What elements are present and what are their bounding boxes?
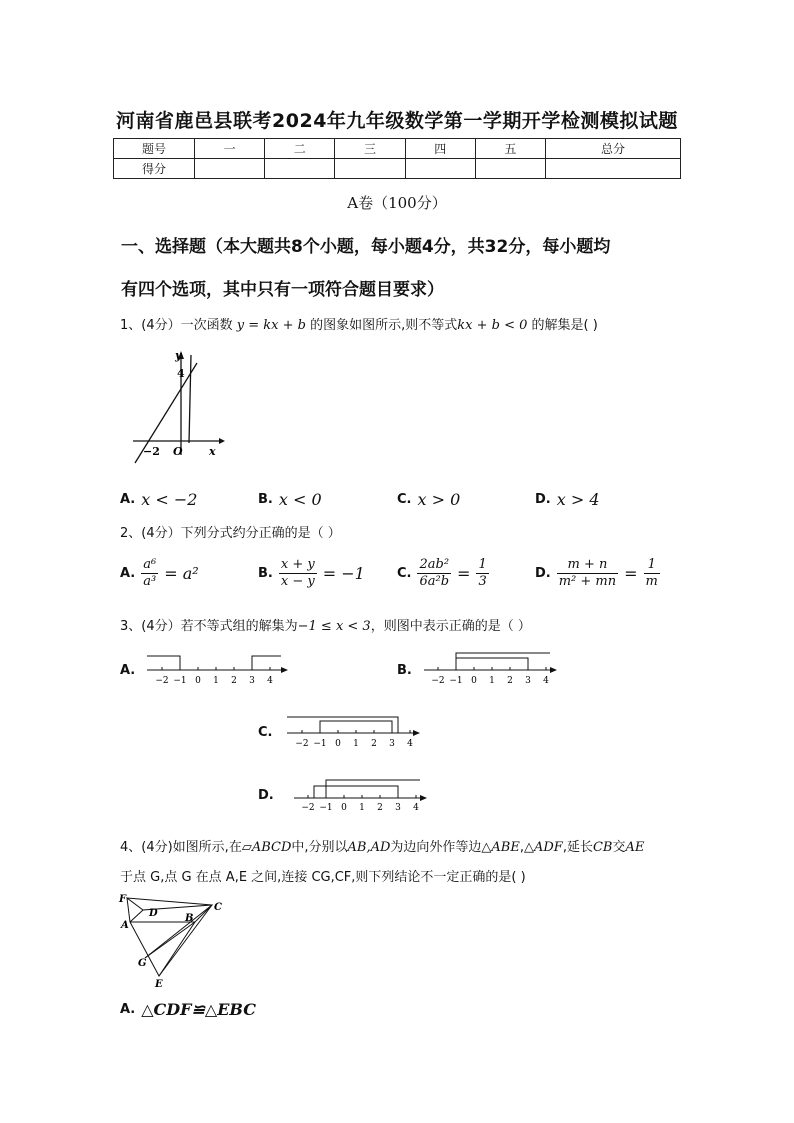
question-3 bbox=[120, 615, 531, 634]
q2-option-c[interactable] bbox=[397, 557, 489, 590]
option-value: x > 0 bbox=[417, 490, 461, 509]
q2-option-a[interactable] bbox=[120, 557, 199, 590]
tick-label: 4 bbox=[267, 676, 273, 686]
tick-label: 1 bbox=[489, 676, 495, 686]
fraction bbox=[417, 557, 451, 590]
tick-label: 3 bbox=[525, 676, 531, 686]
option-label: A. bbox=[120, 492, 136, 507]
q1-option-b[interactable] bbox=[258, 490, 322, 509]
table-cell bbox=[265, 159, 335, 179]
table-cell bbox=[405, 159, 475, 179]
question-2: 2、(4分）下列分式约分正确的是（ ） bbox=[120, 526, 341, 541]
tick-label: 1 bbox=[213, 676, 219, 686]
option-value: △CDF≌△EBC bbox=[141, 1000, 256, 1019]
table-cell: 二 bbox=[265, 139, 335, 159]
rhs: = a² bbox=[164, 564, 199, 583]
point-label: G bbox=[138, 958, 147, 969]
q1-text-pre: 1、(4分）一次函数 bbox=[120, 318, 233, 333]
option-label: C. bbox=[397, 566, 412, 581]
numerator: 2ab² bbox=[419, 557, 450, 572]
table-cell: 三 bbox=[335, 139, 405, 159]
question-4-line1 bbox=[120, 836, 644, 855]
q2-option-d[interactable] bbox=[535, 557, 660, 590]
table-cell: 五 bbox=[475, 139, 545, 159]
tick-label: −1 bbox=[313, 739, 327, 749]
table-cell: 题号 bbox=[114, 139, 195, 159]
tick-label: 4 bbox=[407, 739, 413, 749]
option-value: x < 0 bbox=[278, 490, 322, 509]
numerator: m + n bbox=[557, 557, 618, 574]
rhs: = bbox=[624, 564, 638, 583]
q2-option-b[interactable] bbox=[258, 557, 365, 590]
point-label: C bbox=[214, 902, 222, 913]
denominator: m² + mn bbox=[558, 574, 617, 589]
denominator: 6a²b bbox=[419, 574, 450, 589]
fraction bbox=[644, 557, 660, 590]
rhs: = −1 bbox=[322, 564, 365, 583]
q1-text-post: 的解集是( ) bbox=[531, 318, 598, 333]
tick-label: −1 bbox=[319, 803, 333, 812]
option-label: D. bbox=[535, 492, 551, 507]
table-cell bbox=[335, 159, 405, 179]
section-heading-line1: 一、选择题（本大题共8个小题，每小题4分，共32分，每小题均 bbox=[121, 237, 611, 257]
score-table bbox=[113, 138, 681, 179]
tick-label: 2 bbox=[371, 739, 377, 749]
table-cell: 一 bbox=[195, 139, 265, 159]
q4-math: CB bbox=[592, 840, 613, 855]
point-label: F bbox=[119, 894, 127, 905]
y-label: y bbox=[175, 349, 182, 362]
q3-option-a-label[interactable]: A. bbox=[120, 663, 136, 678]
y-tick-4: 4 bbox=[177, 367, 185, 380]
tick-label: 0 bbox=[335, 739, 341, 749]
q1-option-c[interactable] bbox=[397, 490, 460, 509]
q4-geometry-figure bbox=[115, 892, 230, 992]
q3-numberline-d[interactable] bbox=[292, 776, 432, 812]
question-4-line2: 于点 G,点 G 在点 A,E 之间,连接 CG,CF,则下列结论不一定正确的是( ) bbox=[120, 870, 526, 885]
option-label: A. bbox=[120, 566, 136, 581]
q3-numberline-c[interactable] bbox=[285, 713, 425, 749]
point-label: D bbox=[149, 908, 158, 919]
q3-text-pre: 3、(4分）若不等式组的解集为 bbox=[120, 619, 298, 634]
q4-text: ,△ bbox=[519, 840, 534, 855]
tick-label: 2 bbox=[377, 803, 383, 812]
table-cell: 总分 bbox=[546, 139, 681, 159]
q1-text-mid: 的图象如图所示,则不等式 bbox=[310, 318, 458, 333]
denominator: m bbox=[645, 574, 658, 589]
q4-math: ADF bbox=[534, 840, 563, 855]
question-1 bbox=[120, 314, 598, 333]
table-row bbox=[114, 159, 681, 179]
q4-text: 4、(4分)如图所示,在▱ bbox=[120, 840, 252, 855]
page-title: 河南省鹿邑县联考2024年九年级数学第一学期开学检测模拟试题 bbox=[116, 110, 678, 132]
q4-option-a[interactable] bbox=[120, 1000, 256, 1019]
q1-option-d[interactable] bbox=[535, 490, 600, 509]
tick-label: −2 bbox=[155, 676, 169, 686]
tick-label: 4 bbox=[543, 676, 549, 686]
tick-label: 2 bbox=[507, 676, 513, 686]
q4-text: 中,分别以 bbox=[291, 840, 348, 855]
option-value: x > 4 bbox=[556, 490, 600, 509]
section-subtitle: A卷（100分） bbox=[347, 194, 447, 212]
tick-label: 2 bbox=[231, 676, 237, 686]
table-cell bbox=[475, 159, 545, 179]
denominator: 3 bbox=[478, 574, 487, 589]
q4-math: ABCD bbox=[251, 840, 292, 855]
table-cell bbox=[546, 159, 681, 179]
q3-range: −1 ≤ x < 3 bbox=[297, 619, 371, 634]
q1-inequality: kx + b < 0 bbox=[457, 318, 528, 333]
fraction bbox=[141, 557, 158, 590]
tick-label: −1 bbox=[173, 676, 187, 686]
q3-option-b-label[interactable]: B. bbox=[397, 663, 412, 678]
tick-label: −2 bbox=[431, 676, 445, 686]
option-label: A. bbox=[120, 1002, 136, 1017]
q4-text: 交 bbox=[612, 840, 626, 855]
section-heading-line2: 有四个选项，其中只有一项符合题目要求） bbox=[121, 280, 444, 300]
q4-text: 为边向外作等边△ bbox=[390, 840, 492, 855]
tick-label: −2 bbox=[295, 739, 309, 749]
tick-label: −2 bbox=[301, 803, 315, 812]
tick-label: 3 bbox=[249, 676, 255, 686]
table-cell: 四 bbox=[405, 139, 475, 159]
numerator: a⁶ bbox=[143, 557, 157, 572]
q4-math: ABE bbox=[491, 840, 520, 855]
rhs: = bbox=[457, 564, 471, 583]
option-label: C. bbox=[397, 492, 412, 507]
point-label: A bbox=[121, 920, 129, 931]
tick-label: 4 bbox=[413, 803, 419, 812]
option-value: x < −2 bbox=[141, 490, 198, 509]
q3-numberline-a[interactable] bbox=[145, 652, 290, 686]
fraction bbox=[476, 557, 488, 590]
table-cell: 得分 bbox=[114, 159, 195, 179]
tick-label: 0 bbox=[471, 676, 477, 686]
table-row bbox=[114, 139, 681, 159]
q1-formula: y = kx + b bbox=[236, 318, 306, 333]
numerator: 1 bbox=[644, 557, 660, 574]
q3-option-d-label[interactable]: D. bbox=[258, 788, 274, 803]
q4-math: AB,AD bbox=[347, 840, 391, 855]
tick-label: 1 bbox=[359, 803, 365, 812]
tick-label: −1 bbox=[449, 676, 463, 686]
option-label: D. bbox=[535, 566, 551, 581]
numerator: x + y bbox=[280, 557, 315, 572]
x-axis-arrow bbox=[219, 438, 225, 444]
numerator: 1 bbox=[478, 557, 487, 572]
denominator: x − y bbox=[280, 574, 315, 589]
tick-label: 3 bbox=[395, 803, 401, 812]
fraction bbox=[557, 557, 618, 590]
q3-text-post: ，则图中表示正确的是（ ） bbox=[370, 619, 531, 634]
q3-option-c-label[interactable]: C. bbox=[258, 725, 273, 740]
q1-graph bbox=[125, 345, 225, 465]
q1-option-a[interactable] bbox=[120, 490, 197, 509]
point-label: E bbox=[155, 979, 163, 990]
tick-label: 0 bbox=[341, 803, 347, 812]
tick-label: 0 bbox=[195, 676, 201, 686]
x-label: x bbox=[209, 445, 216, 458]
tick-label: 1 bbox=[353, 739, 359, 749]
point-label: B bbox=[185, 913, 194, 924]
tick-label: 3 bbox=[389, 739, 395, 749]
option-label: B. bbox=[258, 492, 273, 507]
x-tick-neg2: −2 bbox=[143, 445, 160, 458]
q3-numberline-b[interactable] bbox=[422, 650, 562, 686]
option-label: B. bbox=[258, 566, 273, 581]
q4-text: ,延长 bbox=[562, 840, 593, 855]
denominator: a³ bbox=[143, 574, 157, 589]
function-line-2 bbox=[189, 355, 191, 443]
origin-label: O bbox=[173, 445, 183, 458]
q4-math: AE bbox=[625, 840, 645, 855]
fraction bbox=[279, 557, 317, 590]
table-cell bbox=[195, 159, 265, 179]
